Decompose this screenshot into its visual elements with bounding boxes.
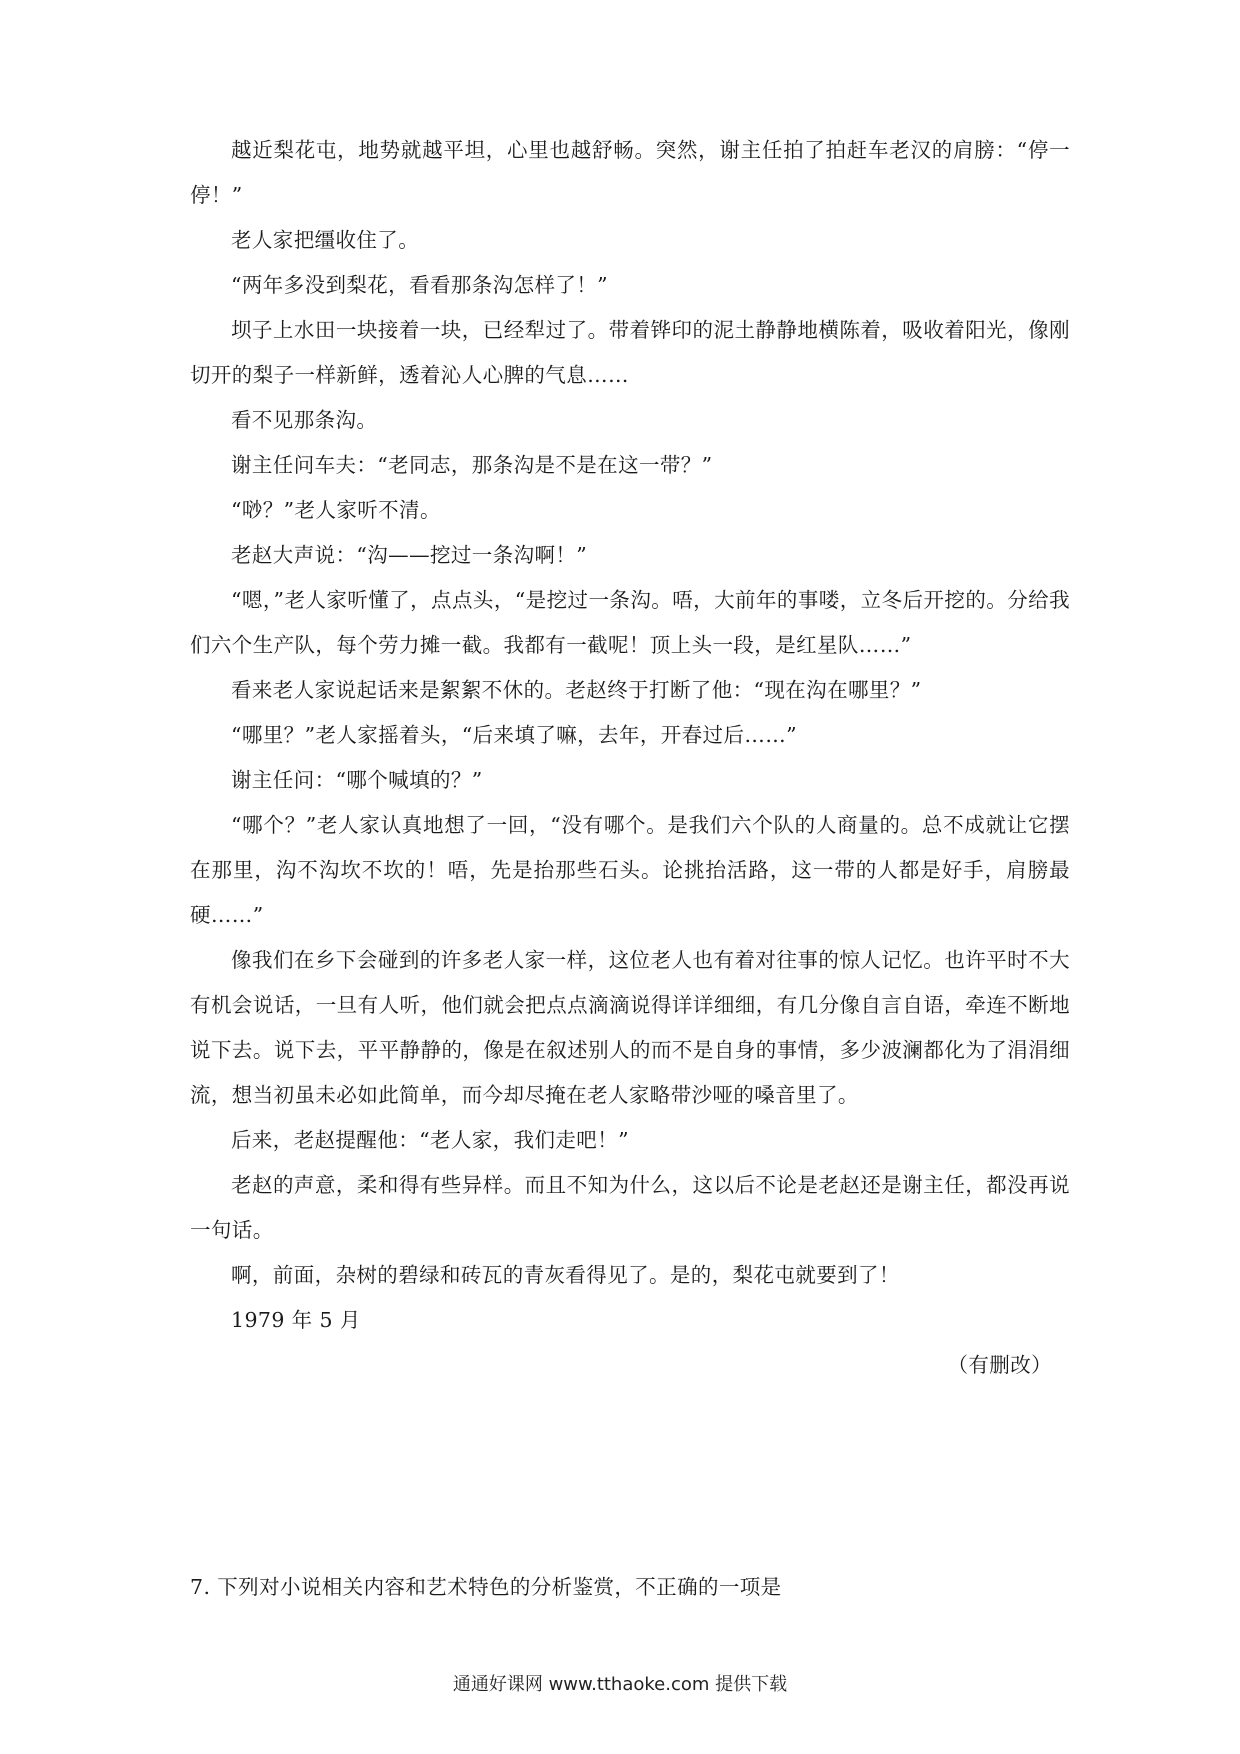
footer-source: 通通好课网 www.tthaoke.com 提供下载 [452, 1674, 788, 1695]
paragraph: “两年多没到梨花，看看那条沟怎样了！” [231, 273, 609, 297]
date-line: 1979 年 5 月 [231, 1308, 361, 1332]
question-7: 7. 下列对小说相关内容和艺术特色的分析鉴赏，不正确的一项是 [190, 1575, 782, 1599]
paragraph: 越近梨花屯，地势就越平坦，心里也越舒畅。突然，谢主任拍了拍赶车老汉的肩膀：“停一停！” [190, 138, 1070, 207]
paragraph: 看来老人家说起话来是絮絮不休的。老赵终于打断了他：“现在沟在哪里？” [231, 678, 922, 702]
paragraph: 老赵大声说：“沟——挖过一条沟啊！” [231, 543, 588, 567]
paragraph: 后来，老赵提醒他：“老人家，我们走吧！” [231, 1128, 629, 1152]
paragraph: 啊，前面，杂树的碧绿和砖瓦的青灰看得见了。是的，梨花屯就要到了！ [231, 1263, 900, 1287]
paragraph: “哪里？”老人家摇着头，“后来填了嘛，去年，开春过后……” [231, 723, 798, 747]
paragraph: 老赵的声意，柔和得有些异样。而且不知为什么，这以后不论是老赵还是谢主任，都没再说一句话。 [190, 1173, 1070, 1242]
paragraph: 像我们在乡下会碰到的许多老人家一样，这位老人也有着对往事的惊人记忆。也许平时不大有机会说话，一旦有人听，他们就会把点点滴滴说得详详细细，有几分像自言自语，牵连不断地说下去。说下去，平平静静的，像是在叙述别人的而不是自身的事情，多少波澜都化为了涓涓细流，想当初虽未必如此简单，而今却尽掩在老人家略带沙哑的嗓音里了。 [190, 948, 1070, 1107]
story-text [190, 128, 1070, 1388]
paragraph: 谢主任问车夫：“老同志，那条沟是不是在这一带？” [231, 453, 713, 477]
paragraph: 老人家把缰收住了。 [231, 228, 420, 252]
paragraph: 谢主任问：“哪个喊填的？” [231, 768, 483, 792]
abridged-note: （有删改） [947, 1353, 1052, 1377]
paragraph: “嗯，”老人家听懂了，点点头，“是挖过一条沟。唔，大前年的事喽，立冬后开挖的。分给我们六个生产队，每个劳力摊一截。我都有一截呢！顶上头一段，是红星队……” [190, 588, 1070, 657]
paragraph: “唦？”老人家听不清。 [231, 498, 441, 522]
paragraph: 坝子上水田一块接着一块，已经犁过了。带着铧印的泥土静静地横陈着，吸收着阳光，像刚切开的梨子一样新鲜，透着沁人心脾的气息…… [190, 318, 1070, 387]
paragraph: “哪个？”老人家认真地想了一回，“没有哪个。是我们六个队的人商量的。总不成就让它摆在那里，沟不沟坎不坎的！唔，先是抬那些石头。论挑抬活路，这一带的人都是好手，肩膀最硬……” [190, 813, 1070, 927]
paragraph: 看不见那条沟。 [231, 408, 378, 432]
